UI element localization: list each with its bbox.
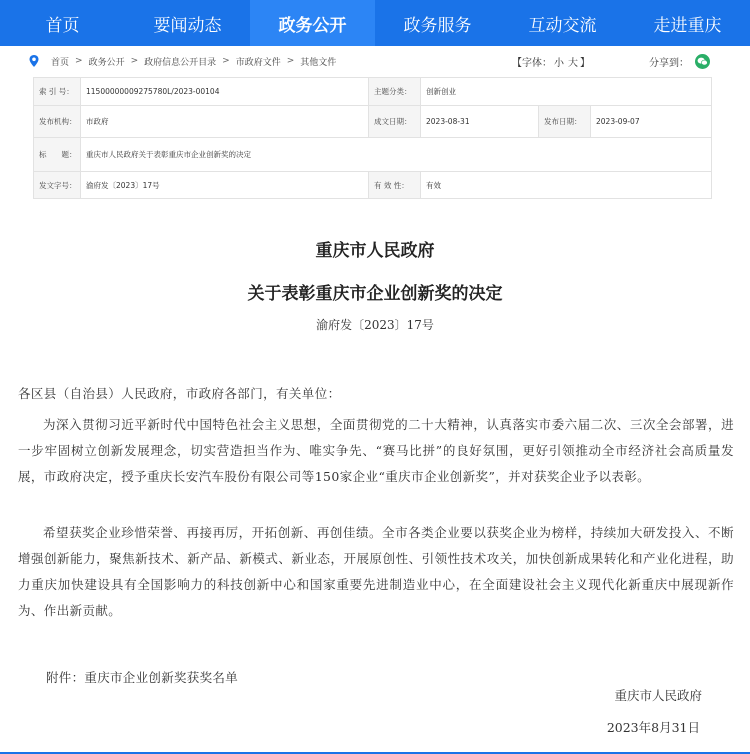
breadcrumb-separator: > (75, 56, 83, 66)
nav-news[interactable]: 要闻动态 (153, 15, 222, 36)
font-size-control (512, 46, 590, 76)
nav-interaction[interactable]: 互动交流 (528, 15, 597, 36)
wechat-share-icon[interactable] (695, 54, 710, 69)
meta-row (34, 172, 712, 199)
published-date-label: 发布日期： (539, 106, 591, 138)
validity-value: 有效 (421, 172, 712, 199)
meta-row (34, 78, 712, 106)
doc-number-value: 渝府发〔2023〕17号 (81, 172, 369, 199)
published-date-value: 2023-09-07 (591, 106, 712, 138)
font-size-small-button[interactable]: 小 (554, 57, 564, 69)
topic-label: 主题分类： (369, 78, 421, 106)
index-label: 索 引 号： (34, 78, 81, 106)
signer: 重庆市人民政府 (614, 688, 702, 703)
breadcrumb-separator: > (286, 56, 295, 66)
index-value: 11500000009275780L/2023-00104 (81, 78, 369, 106)
org-value: 市政府 (81, 106, 369, 138)
nav-home[interactable]: 首页 (45, 15, 80, 36)
nav-government-affairs[interactable]: 政务公开 (250, 0, 375, 46)
topic-value: 创新创业 (421, 78, 712, 106)
nav-services[interactable]: 政务服务 (403, 15, 472, 36)
created-date-label: 成文日期： (369, 106, 421, 138)
signing-date: 2023年8月31日 (606, 720, 700, 735)
location-pin-icon (27, 54, 41, 68)
title-value: 重庆市人民政府关于表彰重庆市企业创新奖的决定 (81, 138, 712, 172)
font-size-label: 【字体： (512, 57, 552, 69)
breadcrumb-separator: > (222, 56, 230, 66)
meta-row (34, 106, 712, 138)
breadcrumb-city-gov-docs[interactable]: 市政府文件 (235, 57, 281, 68)
breadcrumb-separator: > (130, 56, 139, 66)
breadcrumb (27, 46, 717, 76)
document-title: 关于表彰重庆市企业创新奖的决定 (247, 284, 503, 304)
share-label: 分享到： (649, 57, 689, 69)
font-size-large-button[interactable]: 大 (568, 57, 578, 69)
doc-number-label: 发文字号： (34, 172, 81, 199)
share-control (649, 46, 710, 76)
nav-about-chongqing[interactable]: 走进重庆 (653, 15, 722, 36)
meta-row (34, 138, 712, 172)
top-nav (0, 0, 750, 46)
salutation: 各区县（自治县）人民政府，市政府各部门，有关单位： (18, 386, 341, 401)
breadcrumb-other-docs[interactable]: 其他文件 (300, 57, 337, 68)
validity-label: 有 效 性： (369, 172, 421, 199)
created-date-value: 2023-08-31 (421, 106, 539, 138)
breadcrumb-home[interactable]: 首页 (51, 57, 70, 68)
document-title-issuer: 重庆市人民政府 (315, 241, 435, 261)
font-size-close-bracket: 】 (580, 57, 590, 69)
body-paragraph: 为深入贯彻习近平新时代中国特色社会主义思想，全面贯彻党的二十大精神，认真落实市委六届二次、三次全会部署，进一步牢固树立创新发展理念，切实营造担当作为、唯实争先、“赛马比拼”的良好氛围，更好引领推动全市经济社会高质量发展，市政府决定，授予重庆长安汽车股份有限公司等150家企业“重庆市企业创新奖”，并对获奖企业予以表彰。 (18, 417, 734, 484)
document-number: 渝府发〔2023〕17号 (316, 318, 434, 332)
breadcrumb-info-catalog[interactable]: 政府信息公开目录 (144, 57, 217, 68)
attachment-link[interactable]: 附件：重庆市企业创新奖获奖名单 (46, 670, 239, 685)
document-meta-table (33, 77, 712, 199)
org-label: 发布机构： (34, 106, 81, 138)
body-paragraph: 希望获奖企业珍惜荣誉、再接再厉，开拓创新、再创佳绩。全市各类企业要以获奖企业为榜样，持续加大研发投入、不断增强创新能力，聚焦新技术、新产品、新模式、新业态，开展原创性、引领性技术攻关，加快创新成果转化和产业化进程，助力重庆加快建设具有全国影响力的科技创新中心和国家重要先进制造业中心，在全面建设社会主义现代化新重庆中展现新作为、作出新贡献。 (18, 525, 734, 618)
breadcrumb-government-affairs[interactable]: 政务公开 (88, 57, 125, 68)
title-label: 标 题： (34, 138, 81, 172)
